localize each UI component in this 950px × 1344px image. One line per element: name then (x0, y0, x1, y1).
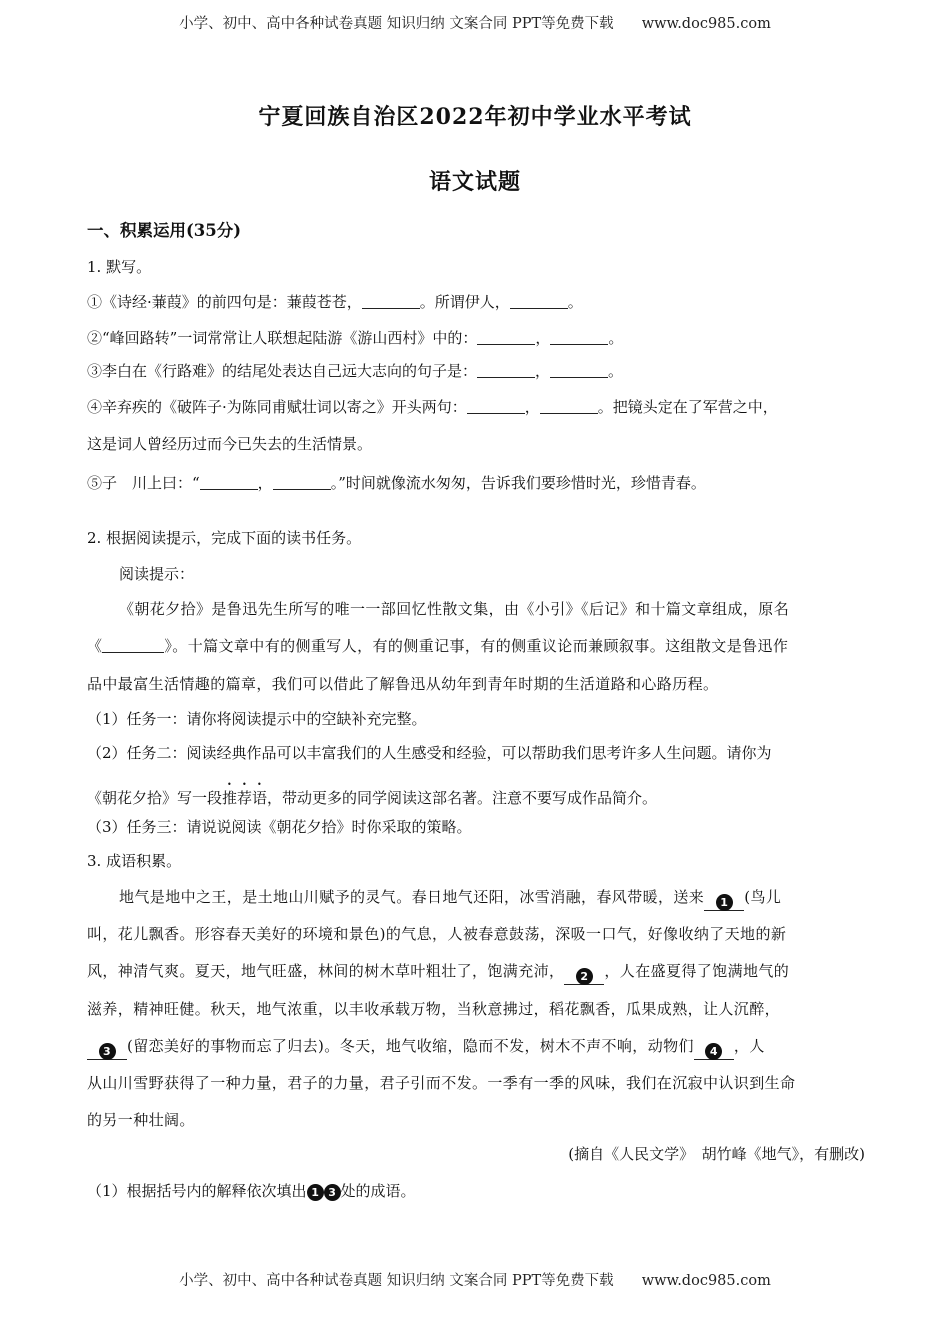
passage-text: (留恋美好的事物而忘了归去)。冬天，地气收缩，隐而不发，树木不声不响，动物们 (127, 1037, 694, 1055)
q1-item-4-text-c: 。把镜头定在了军营之中， (597, 398, 778, 416)
q3-subquestion-1 (87, 1180, 865, 1201)
passage-text: (鸟儿 (744, 888, 782, 906)
q1-item-2-text: ②“峰回路转”一词常常让人联想起陆游《游山西村》中的： (87, 329, 478, 347)
answer-blank[interactable] (362, 294, 420, 309)
q1-item-4-text: ④辛弃疾的《破阵子·为陈同甫赋壮词以寄之》开头两句： (87, 398, 467, 416)
q1-item-1-text: ①《诗经·蒹葭》的前四句是：蒹葭苍苍， (87, 293, 362, 311)
footer-url[interactable]: www.doc985.com (641, 1273, 771, 1289)
q3-passage-line-5 (87, 1035, 865, 1060)
q3-sub1-text-b: 处的成语。 (340, 1182, 416, 1200)
q1-item-2 (87, 327, 865, 348)
q3-label: 3. 成语积累。 (87, 852, 182, 870)
idiom-blank-1[interactable] (704, 892, 744, 911)
q1-item-4-cont: 这是词人曾经历过而今已失去的生活情景。 (87, 435, 373, 453)
q2-hint-p2b: 》。十篇文章中有的侧重写人，有的侧重记事，有的侧重议论而兼顾叙事。这组散文是鲁迅作 (164, 637, 789, 655)
answer-blank[interactable] (477, 330, 535, 345)
q3-passage-line-1 (119, 886, 865, 911)
q1-label: 1. 默写。 (87, 258, 152, 276)
idiom-blank-3[interactable] (87, 1041, 127, 1060)
q1-item-1 (87, 291, 865, 312)
answer-blank[interactable] (200, 475, 258, 490)
number-1-badge: 1 (716, 894, 733, 911)
passage-text: 风，神清气爽。夏天，地气旺盛，林间的树木草叶粗壮了，饱满充沛， (87, 962, 565, 980)
answer-blank[interactable] (477, 363, 535, 378)
passage-text: ，人在盛夏得了饱满地气的 (604, 962, 790, 980)
q2-label: 2. 根据阅读提示，完成下面的读书任务。 (87, 529, 362, 547)
q2-task-2-pre: 《朝花夕拾》写一段 (87, 789, 223, 807)
section-heading: 一、积累运用(35分) (87, 221, 242, 240)
q2-hint-label: 阅读提示： (119, 565, 195, 583)
q3-passage-line-6: 从山川雪野获得了一种力量，君子的力量，君子引而不发。一季有一季的风味，我们在沉寂中认识到生命 (87, 1074, 796, 1092)
number-3-badge: 3 (99, 1043, 116, 1060)
q1-item-3-text: ③李白在《行路难》的结尾处表达自己远大志向的句子是： (87, 362, 478, 380)
page-footer (0, 1269, 950, 1290)
q1-item-2-text-b: ， (535, 329, 551, 347)
q3-passage-line-4: 滋养，精神旺健。秋天，地气浓重，以丰收承载万物，当秋意拂过，稻花飘香，瓜果成熟，让人沉醉， (87, 1000, 781, 1018)
answer-blank[interactable] (510, 294, 568, 309)
q2-hint-p3: 品中最富生活情趣的篇章，我们可以借此了解鲁迅从幼年到青年时期的生活道路和心路历程。 (87, 675, 719, 693)
q1-item-1-text-b: 。所谓伊人， (419, 293, 510, 311)
header-url[interactable]: www.doc985.com (641, 16, 771, 32)
q1-item-5-text-b: ， (257, 474, 273, 492)
answer-blank[interactable] (273, 475, 331, 490)
exam-title: 宁夏回族自治区2022年初中学业水平考试 (258, 104, 692, 130)
q2-task-2-cont (87, 780, 865, 808)
exam-subtitle: 语文试题 (428, 169, 521, 195)
q2-task-2-post: ，带动更多的同学阅读这部名著。注意不要写成作品简介。 (267, 789, 658, 807)
q2-hint-p2 (87, 635, 865, 656)
q1-item-4 (87, 396, 865, 417)
answer-blank[interactable] (102, 638, 164, 653)
q2-hint-p2a: 《 (87, 637, 103, 655)
q3-passage-line-3 (87, 960, 865, 985)
q2-task-3: （3）任务三：请说说阅读《朝花夕拾》时你采取的策略。 (87, 818, 472, 836)
q1-item-4-text-b: ， (524, 398, 540, 416)
q3-passage-line-2: 叫，花儿飘香。形容春天美好的环境和景色)的气息，人被春意鼓荡，深吸一口气，好像收纳了天地的新 (87, 925, 787, 943)
q1-item-3 (87, 360, 865, 381)
q3-source: (摘自《人民文学》 胡竹峰《地气》，有删改) (568, 1145, 865, 1163)
q2-hint-p1: 《朝花夕拾》是鲁迅先生所写的唯一一部回忆性散文集，由《小引》《后记》和十篇文章组成，原名 (119, 600, 790, 618)
emphasized-text: 推荐语 (222, 789, 268, 807)
q1-item-5-text-c: 。”时间就像流水匆匆，告诉我们要珍惜时光，珍惜青春。 (330, 474, 706, 492)
q1-item-5 (87, 472, 865, 493)
number-2-badge: 2 (576, 968, 593, 985)
answer-blank[interactable] (540, 399, 598, 414)
q1-item-2-text-c: 。 (608, 329, 624, 347)
page-header (0, 12, 950, 33)
number-1-badge: 1 (307, 1184, 324, 1201)
q1-item-5-text: ⑤子 川上曰：“ (87, 474, 200, 492)
header-text: 小学、初中、高中各种试卷真题 知识归纳 文案合同 PPT等免费下载 (179, 16, 614, 32)
passage-text: 地气是地中之王，是土地山川赋予的灵气。春日地气还阳，冰雪消融，春风带暖，送来 (119, 888, 705, 906)
q2-task-1: （1）任务一：请你将阅读提示中的空缺补充完整。 (87, 710, 427, 728)
q3-passage-line-7: 的另一种壮阔。 (87, 1111, 195, 1129)
q1-item-3-text-b: ， (535, 362, 551, 380)
answer-blank[interactable] (550, 330, 608, 345)
answer-blank[interactable] (550, 363, 608, 378)
number-4-badge: 4 (705, 1043, 722, 1060)
q1-item-1-text-c: 。 (567, 293, 583, 311)
q2-task-2: （2）任务二：阅读经典作品可以丰富我们的人生感受和经验，可以帮助我们思考许多人生问题。请你为 (87, 744, 772, 762)
q3-sub1-text: （1）根据括号内的解释依次填出 (87, 1182, 307, 1200)
passage-text: ，人 (733, 1037, 765, 1055)
number-3-badge: 3 (324, 1184, 341, 1201)
answer-blank[interactable] (467, 399, 525, 414)
q1-item-3-text-c: 。 (608, 362, 624, 380)
footer-text: 小学、初中、高中各种试卷真题 知识归纳 文案合同 PPT等免费下载 (179, 1273, 614, 1289)
idiom-blank-2[interactable] (564, 966, 604, 985)
idiom-blank-4[interactable] (694, 1041, 734, 1060)
